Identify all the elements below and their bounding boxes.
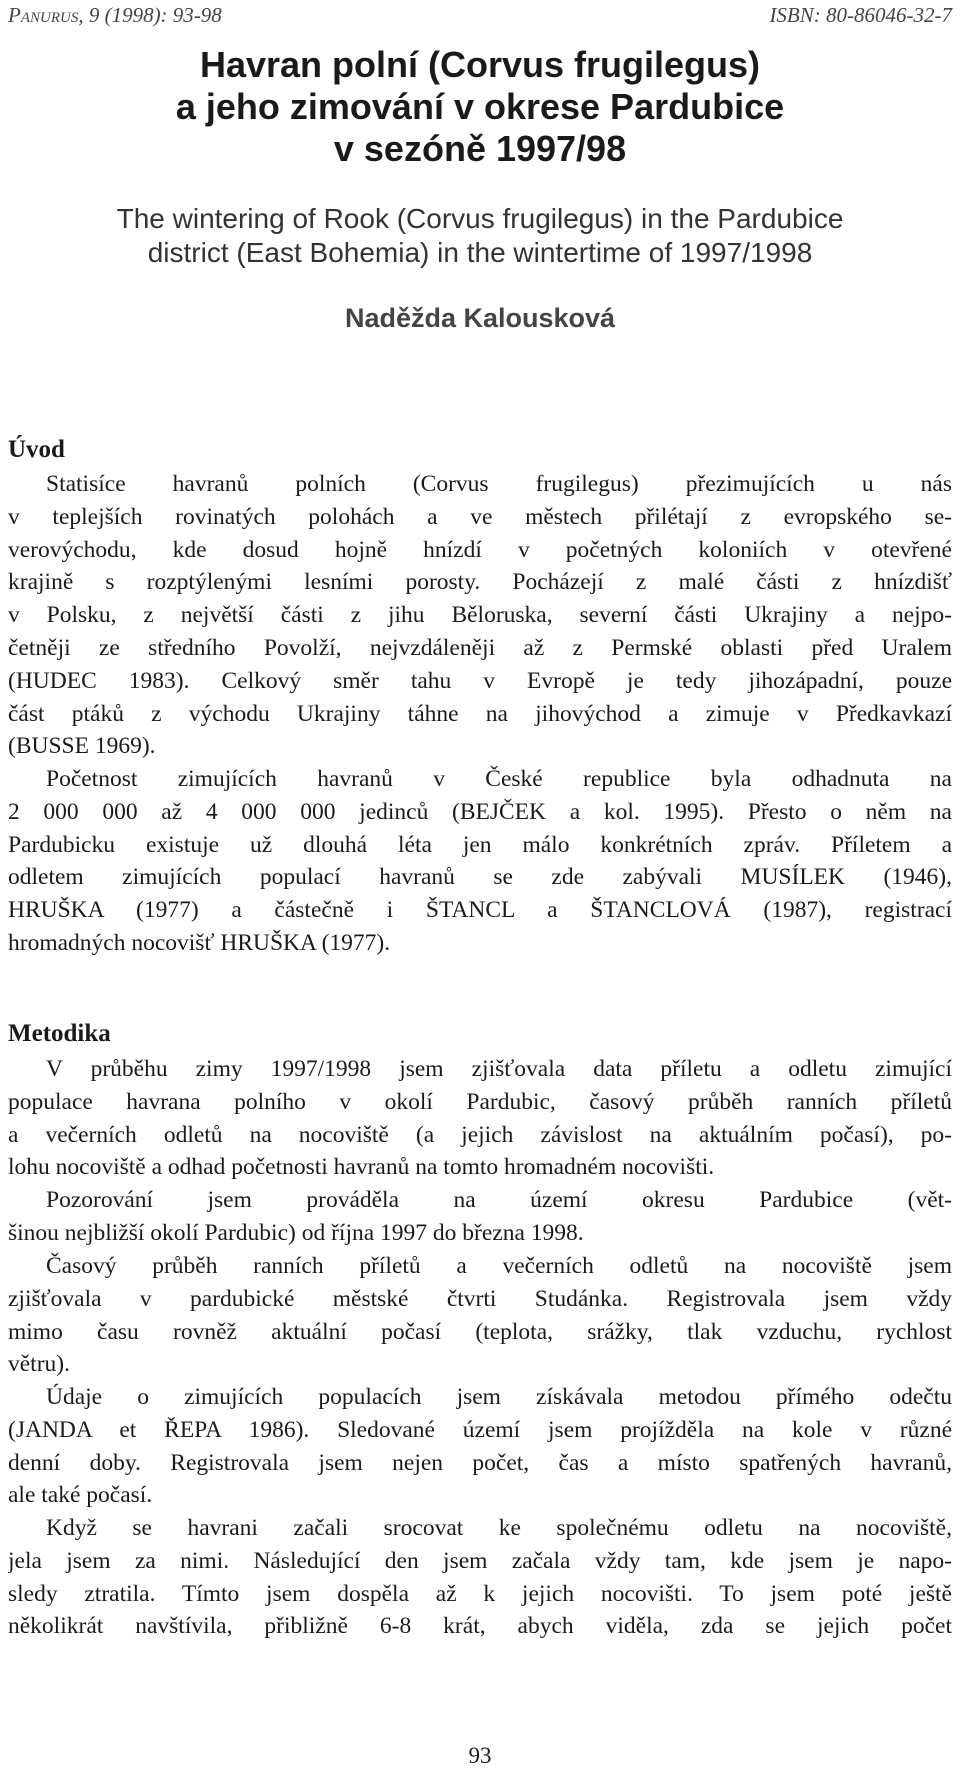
text-line: Statisíce havranů polních (Corvus frugilegus) přezimujících u nás: [46, 471, 952, 497]
text-line: denní doby. Registrovala jsem nejen počet, čas a místo spatřených havranů,: [8, 1449, 952, 1476]
title-line: v sezóně 1997/98: [333, 128, 627, 169]
paragraph: [8, 1512, 952, 1643]
paragraph: [8, 1053, 952, 1184]
text-line: Údaje o zimujících populacích jsem získávala metodou přímého odečtu: [46, 1384, 952, 1410]
text-line: HRUŠKA (1977) a částečně i ŠTANCL a ŠTANCLOVÁ (1987), registrací: [8, 897, 952, 924]
text-line: Když se havrani začali srocovat ke společnému odletu na nocoviště,: [46, 1515, 952, 1541]
text-line: verovýchodu, kde dosud hojně hnízdí v početných koloniích v otevřené: [8, 536, 952, 563]
text-line: hromadných nocovišť HRUŠKA (1977).: [8, 929, 391, 956]
paragraph: [8, 1184, 952, 1250]
english-title: [0, 202, 960, 270]
text-line: lohu nocoviště a odhad početnosti havranů na tomto hromadném nocovišti.: [8, 1154, 715, 1181]
text-line: (BUSSE 1969).: [8, 733, 156, 760]
paragraph: [8, 1381, 952, 1512]
text-line: několikrát navštívila, přibližně 6-8 krát, abych viděla, zda se jejich počet: [8, 1613, 952, 1640]
text-line: mimo času rovněž aktuální počasí (teplota, srážky, tlak vzduchu, rychlost: [8, 1318, 952, 1345]
text-line: v teplejších rovinatých polohách a ve městech přilétají z evropského se-: [8, 503, 952, 530]
article-title: [0, 44, 960, 170]
text-line: ale také počasí.: [8, 1482, 153, 1509]
paragraph: [8, 763, 952, 960]
subtitle-line: district (East Bohemia) in the wintertime of 1997/1998: [147, 237, 813, 268]
section-heading-uvod: Úvod: [8, 436, 65, 463]
text-line: (HUDEC 1983). Celkový směr tahu v Evropě je tedy jihozápadní, pouze: [8, 667, 952, 694]
text-line: četněji ze středního Povolží, nejvzdáleněji až z Permské oblasti před Uralem: [8, 634, 952, 661]
paragraph: [8, 1250, 952, 1381]
text-line: populace havrana polního v okolí Pardubic, časový průběh ranních příletů: [8, 1088, 952, 1115]
text-line: (JANDA et ŘEPA 1986). Sledované území jsem projížděla na kole v různé: [8, 1416, 952, 1443]
isbn: ISBN: 80-86046-32-7: [769, 3, 952, 27]
page-number: 93: [468, 1743, 492, 1768]
journal-citation: Panurus, 9 (1998): 93-98: [8, 3, 222, 27]
text-line: odletem zimujících populací havranů se zde zabývali MUSÍLEK (1946),: [8, 864, 952, 891]
text-line: krajině s rozptýlenými lesními porosty. Pocházejí z malé části z hnízdišť: [8, 569, 952, 596]
text-line: V průběhu zimy 1997/1998 jsem zjišťovala data příletu a odletu zimující: [46, 1056, 952, 1082]
text-line: sledy ztratila. Tímto jsem dospěla až k jejich nocovišti. To jsem poté ještě: [8, 1580, 952, 1607]
text-line: Časový průběh ranních příletů a večerních odletů na nocoviště jsem: [46, 1253, 952, 1279]
text-line: jela jsem za nimi. Následující den jsem začala vždy tam, kde jsem je napo-: [8, 1547, 952, 1574]
text-line: v Polsku, z největší části z jihu Běloruska, severní části Ukrajiny a nejpo-: [8, 602, 952, 629]
text-line: zjišťovala v pardubické městské čtvrti Studánka. Registrovala jsem vždy: [8, 1285, 952, 1312]
text-line: část ptáků z východu Ukrajiny táhne na jihovýchod a zimuje v Předkavkazí: [8, 700, 952, 727]
text-line: Pardubicku existuje už dlouhá léta jen málo konkrétních zpráv. Příletem a: [8, 831, 952, 858]
text-line: Početnost zimujících havranů v České republice byla odhadnuta na: [46, 766, 952, 792]
text-line: 2 000 000 až 4 000 000 jedinců (BEJČEK a kol. 1995). Přesto o něm na: [8, 798, 952, 825]
paragraph: [8, 468, 952, 763]
text-line: šinou nejbližší okolí Pardubic) od října 1997 do března 1998.: [8, 1219, 584, 1246]
running-head: [0, 0, 960, 30]
text-line: větru).: [8, 1351, 70, 1378]
title-line: Havran polní (Corvus frugilegus): [199, 44, 761, 85]
text-line: a večerních odletů na nocoviště (a jejich závislost na aktuálním počasí), po-: [8, 1121, 952, 1148]
text-line: Pozorování jsem prováděla na území okresu Pardubice (vět-: [46, 1187, 952, 1213]
author-name: Naděžda Kalousková: [344, 303, 616, 333]
subtitle-line: The wintering of Rook (Corvus frugilegus) in the Pardubice: [116, 203, 844, 234]
section-heading-metodika: Metodika: [8, 1020, 111, 1047]
title-line: a jeho zimování v okrese Pardubice: [175, 86, 785, 127]
